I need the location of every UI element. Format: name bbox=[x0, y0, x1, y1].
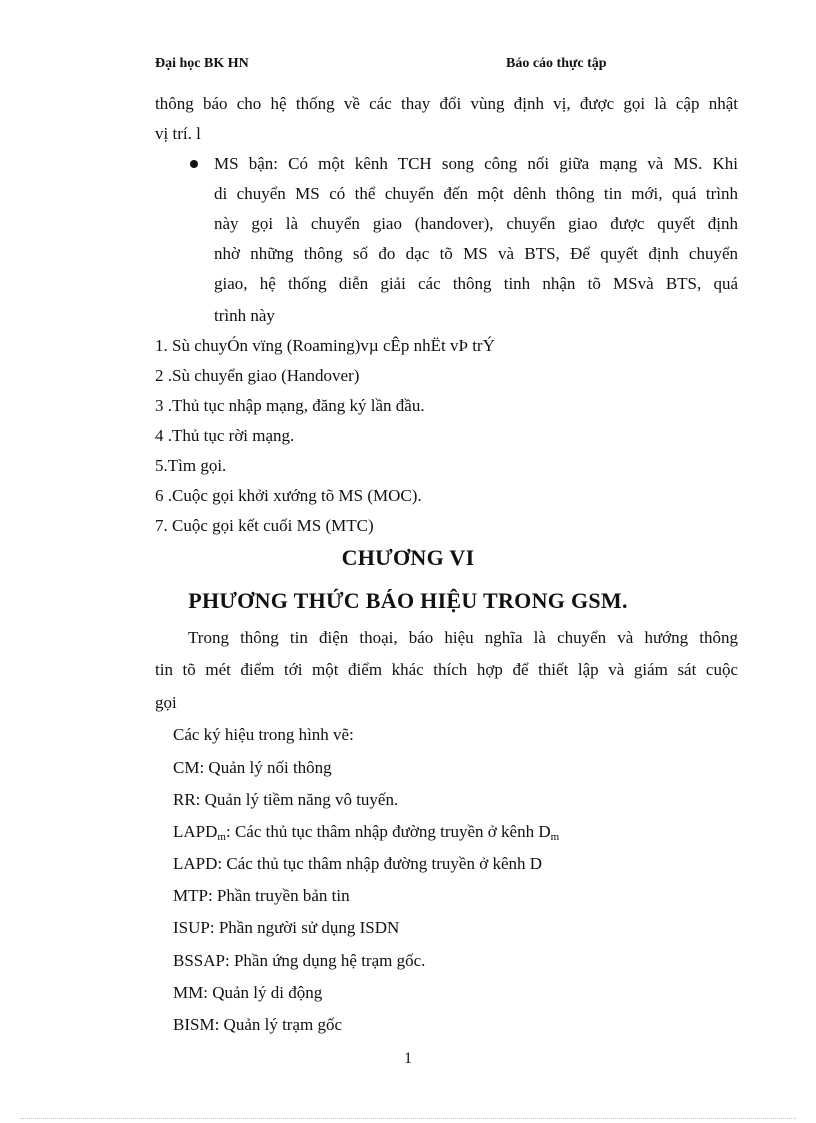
symbol-mm: MM: Quản lý di động bbox=[173, 983, 323, 1002]
symbol-lapdm bbox=[173, 821, 559, 843]
bullet-line-6: trình này bbox=[214, 306, 275, 325]
page-header bbox=[155, 56, 735, 76]
list-item: 1. Sù chuyÓn vïng (Roaming)vµ cÊp nhËt vÞ trÝ bbox=[155, 336, 495, 355]
header-institution: Đại học BK HN bbox=[155, 56, 249, 71]
header-report-title: Báo cáo thực tập bbox=[506, 56, 607, 71]
paragraph-line-1: Trong thông tin điện thoại, báo hiệu nghĩa là chuyển và hướng thông bbox=[188, 628, 738, 647]
list-item: 2 .Sù chuyển giao (Handover) bbox=[155, 366, 360, 385]
intro-line-1: thông báo cho hệ thống về các thay đổi vùng định vị, được gọi là cập nhật bbox=[155, 94, 738, 113]
lapdm-subscript: m bbox=[217, 831, 226, 843]
symbols-intro: Các ký hiệu trong hình vẽ: bbox=[173, 725, 354, 744]
symbol-bssap: BSSAP: Phần ứng dụng hệ trạm gốc. bbox=[173, 951, 426, 970]
paragraph-line-3: gọi bbox=[155, 693, 177, 712]
list-item: 5.Tìm gọi. bbox=[155, 456, 227, 475]
bullet-line-4: nhờ những thông số đo dạc tõ MS và BTS, Để quyết định chuyển bbox=[214, 244, 738, 263]
list-item: 7. Cuộc gọi kết cuối MS (MTC) bbox=[155, 516, 374, 535]
chapter-number: CHƯƠNG VI bbox=[341, 545, 475, 570]
lapdm-subscript-2: m bbox=[550, 831, 560, 843]
bullet-line-2: di chuyển MS có thể chuyển đến một dênh thông tin mới, quá trình bbox=[214, 184, 738, 203]
lapdm-text: : Các thủ tục thâm nhập đường truyền ở kênh D bbox=[225, 822, 551, 841]
symbol-rr: RR: Quản lý tiềm năng vô tuyến. bbox=[173, 790, 399, 809]
paragraph-line-2: tin tõ mét điểm tới một điểm khác thích hợp để thiết lập và giám sát cuộc bbox=[155, 660, 738, 679]
bullet-icon bbox=[190, 160, 198, 168]
bullet-line-3: này gọi là chuyển giao (handover), chuyển giao được quyết định bbox=[214, 214, 738, 233]
symbol-lapd: LAPD: Các thủ tục thâm nhập đường truyền ở kênh D bbox=[173, 854, 543, 873]
intro-line-2: vị trí. l bbox=[155, 124, 201, 143]
symbol-cm: CM: Quản lý nối thông bbox=[173, 758, 332, 777]
page-bottom-divider bbox=[20, 1118, 796, 1119]
lapdm-prefix: LAPD bbox=[173, 822, 218, 841]
page-number: 1 bbox=[404, 1050, 412, 1067]
symbol-mtp: MTP: Phần truyền bản tin bbox=[173, 886, 350, 905]
list-item: 6 .Cuộc gọi khởi xướng tõ MS (MOC). bbox=[155, 486, 422, 505]
symbol-bism: BISM: Quản lý trạm gốc bbox=[173, 1015, 343, 1034]
symbol-isup: ISUP: Phần người sử dụng ISDN bbox=[173, 918, 400, 937]
chapter-title: PHƯƠNG THỨC BÁO HIỆU TRONG GSM. bbox=[188, 588, 628, 613]
bullet-line-5: giao, hệ thống diễn giải các thông tinh nhận tõ MSvà BTS, quá bbox=[214, 274, 738, 293]
list-item: 3 .Thủ tục nhập mạng, đăng ký lần đầu. bbox=[155, 396, 425, 415]
bullet-line-1: MS bận: Có một kênh TCH song công nối giữa mạng và MS. Khi bbox=[214, 154, 738, 173]
list-item: 4 .Thủ tục rời mạng. bbox=[155, 426, 295, 445]
